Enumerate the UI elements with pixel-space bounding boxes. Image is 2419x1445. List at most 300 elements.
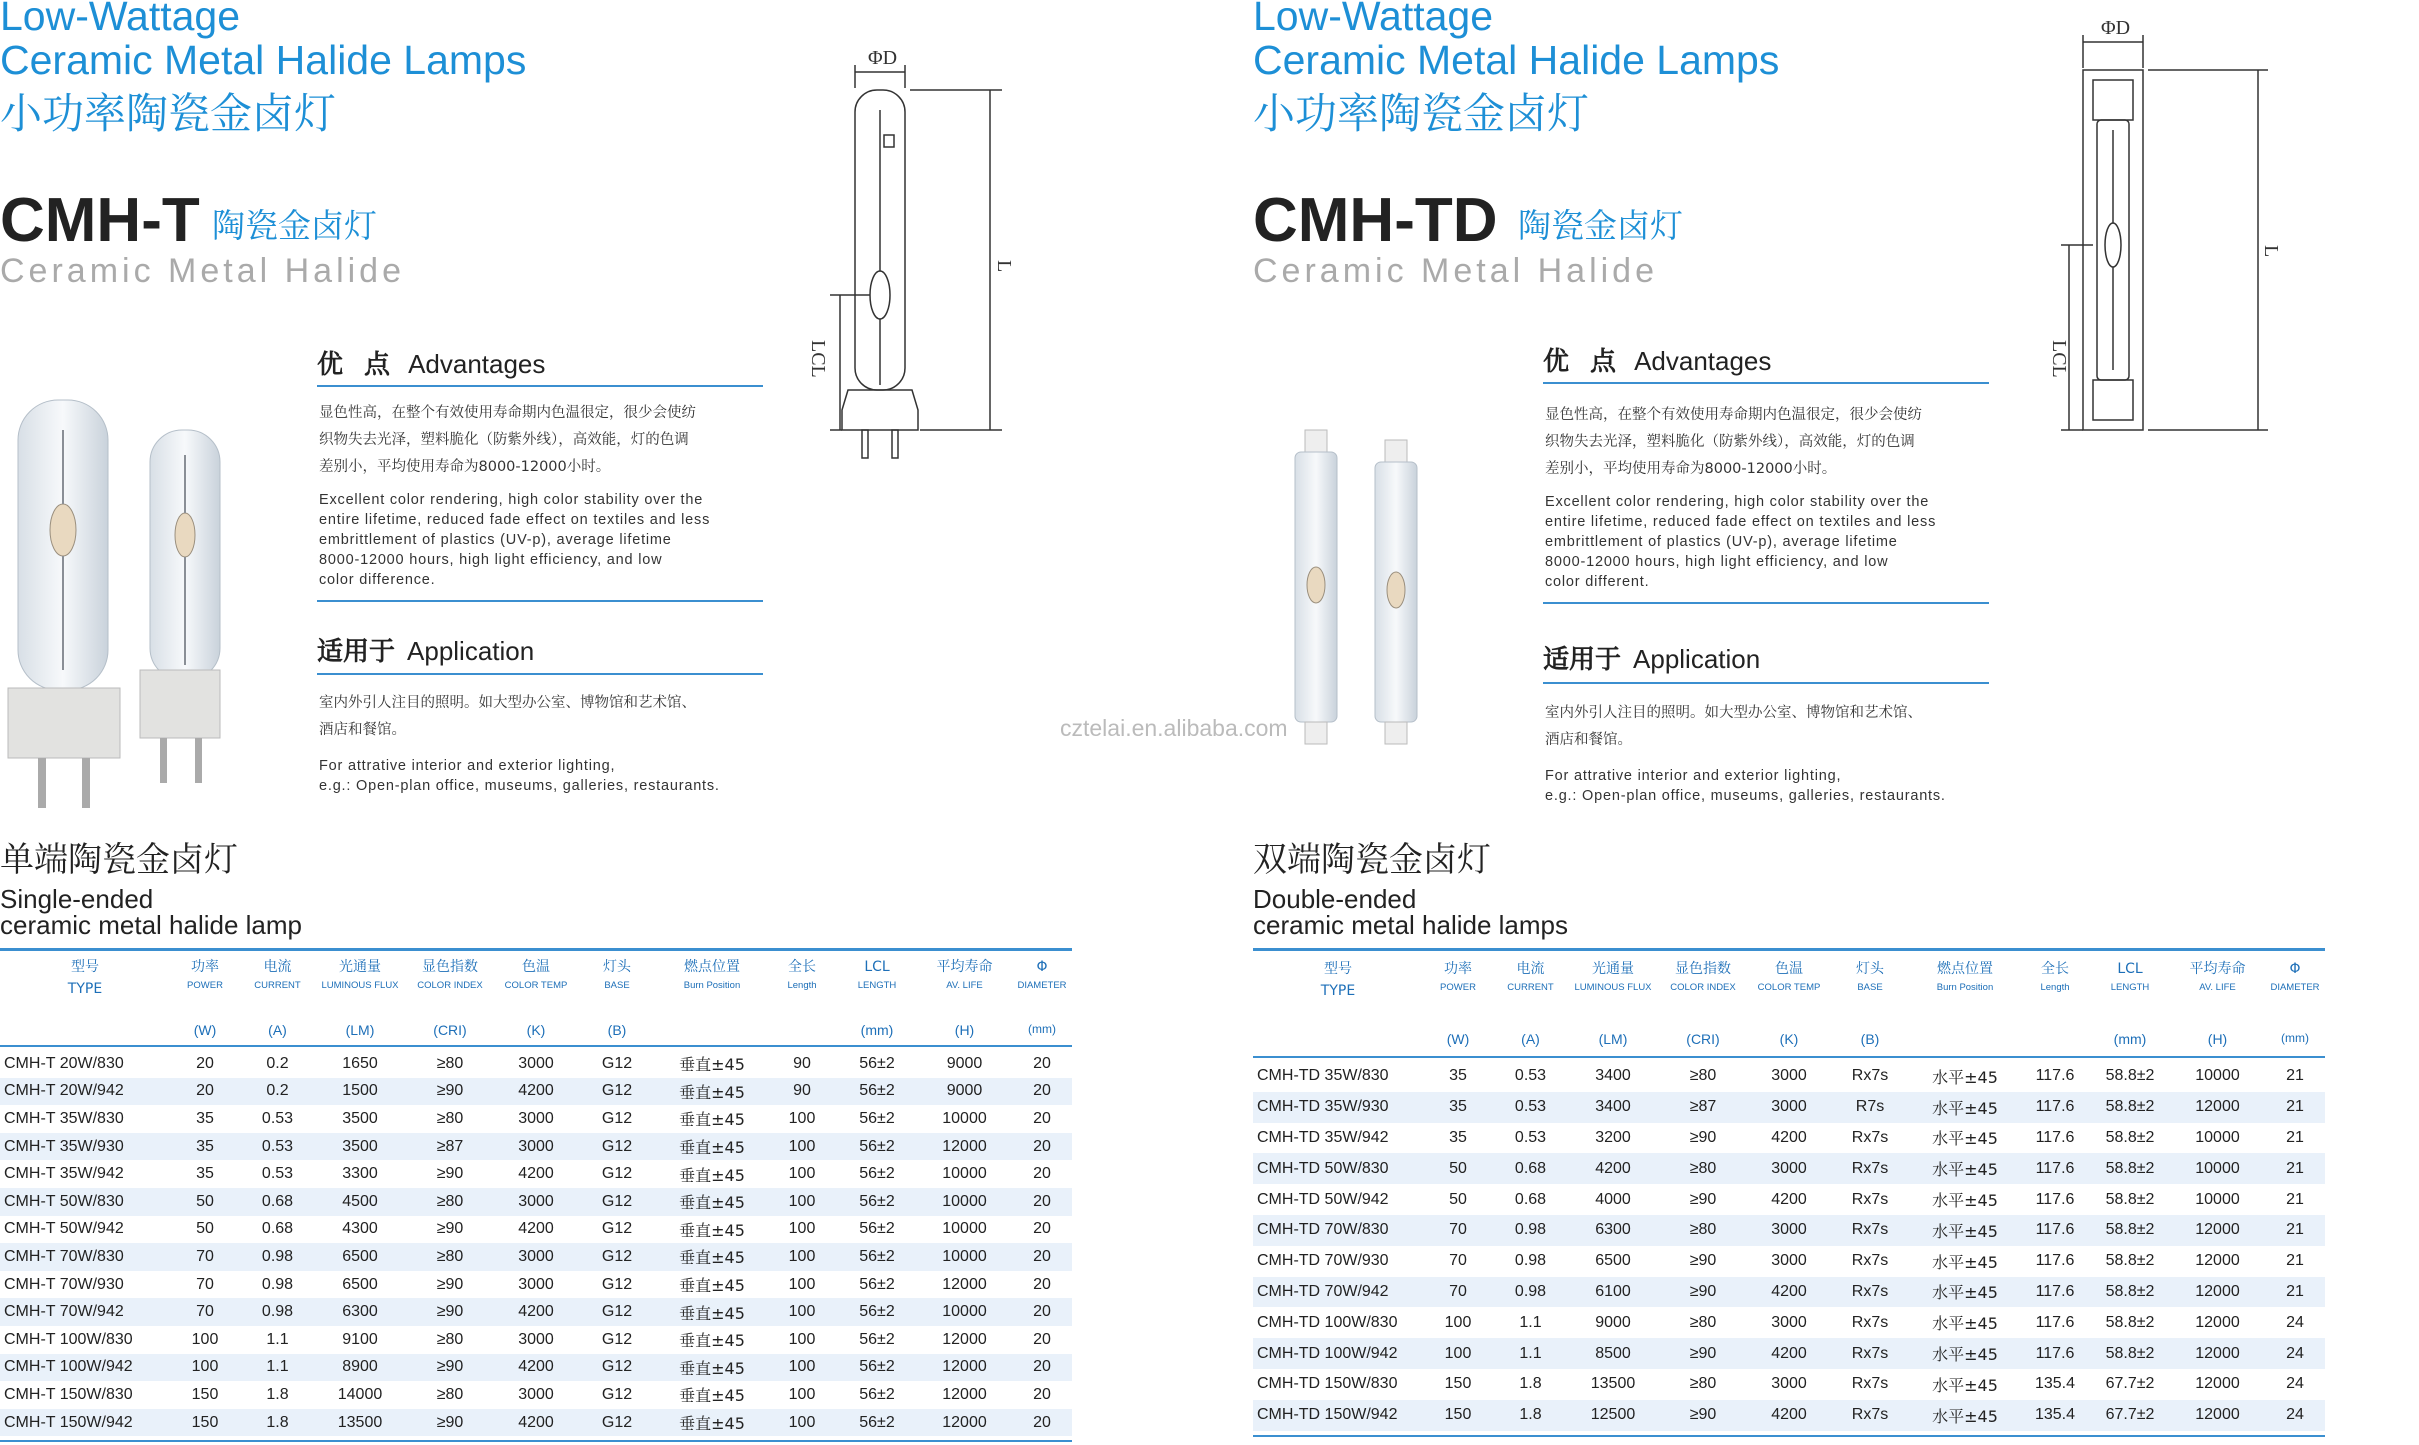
cell-current: 0.98 [1514,1252,1547,1270]
cmh-t-dimension-diagram [790,47,1020,460]
cell-color-temp: 4200 [1748,1277,1830,1308]
cell-lcl: 58.8±2 [2090,1277,2170,1308]
cmh-t-lamp-photo [0,370,220,810]
cell-diameter: 21 [2265,1092,2325,1123]
cell-type: CMH-T 70W/830 [0,1243,170,1271]
cell-flux: 8900 [315,1354,405,1382]
header-cn-label: 燃点位置 [1937,961,1993,977]
cell-length: 100 [788,1275,816,1293]
header-unit-current: (A) [268,1022,287,1038]
header-en-label: TYPE [1320,983,1356,999]
cell-length: 100 [767,1133,837,1161]
cell-cri: ≥80 [436,1385,464,1403]
cell-burn-position: 垂直±45 [657,1188,767,1216]
cell-burn-position: 垂直±45 [657,1298,767,1326]
cell-power: 70 [1449,1252,1467,1270]
cell-diameter: 20 [1033,1330,1051,1348]
cell-power: 150 [1444,1375,1472,1393]
application-cn-text [1545,700,2005,754]
application-divider [1543,682,1989,684]
cell-length: 117.6 [2020,1153,2090,1184]
cell-burn-position: 垂直±45 [679,1110,745,1130]
cell-life: 10000 [942,1109,987,1127]
table-row [1253,1338,2325,1369]
cell-current: 0.98 [240,1298,315,1326]
cell-life: 9000 [917,1078,1012,1106]
cell-lcl: 58.8±2 [2090,1338,2170,1369]
cell-power: 20 [196,1054,214,1072]
advantages-en-line: color difference. [319,572,436,588]
cell-life: 12000 [2170,1215,2265,1246]
table-header-rule [0,1045,1072,1047]
cell-length: 100 [788,1385,816,1403]
header-en-label: DIAMETER [2270,982,2320,993]
cell-type: CMH-T 20W/830 [4,1054,124,1072]
cell-power: 100 [191,1330,219,1348]
header-en-label: COLOR TEMP [1757,982,1821,993]
cell-base: G12 [577,1409,657,1437]
cell-flux: 4300 [342,1220,378,1238]
advantages-cn-line: 织物失去光泽，塑料脆化（防紫外线），高效能，灯的色调 [1545,434,1915,450]
header-unit-color-temp: (K) [1779,1031,1799,1047]
cell-current: 1.1 [1493,1338,1568,1369]
header-en-label: LUMINOUS FLUX [1574,982,1652,993]
header-unit-flux: (LM) [1598,1031,1628,1047]
cell-color-temp: 3000 [1771,1313,1807,1331]
header-life [917,958,1012,991]
header-unit-life: (H) [954,1022,975,1038]
cell-lcl: 67.7±2 [2105,1375,2155,1393]
cell-cri: ≥90 [436,1220,464,1238]
table-row [1253,1092,2325,1123]
cell-color-temp: 3000 [1748,1215,1830,1246]
cell-power: 35 [170,1133,240,1161]
application-en-line: e.g.: Open-plan office, museums, galleries, restaurants. [319,778,720,794]
cell-flux: 1650 [342,1054,378,1072]
advantages-divider [317,385,763,387]
table-row [0,1409,1072,1437]
header-burn-position [657,958,767,991]
cell-cri: ≥80 [436,1330,464,1348]
cell-power: 35 [1449,1128,1467,1146]
header-cn-label: 灯头 [1856,961,1884,977]
cell-color-temp: 3000 [495,1133,577,1161]
header-unit-color-temp: (K) [526,1022,546,1038]
cell-current: 1.1 [240,1354,315,1382]
advantages-heading-cn: 优 点 [317,350,397,380]
cell-lcl: 56±2 [837,1409,917,1437]
table-row [1253,1184,2325,1215]
cell-length: 90 [767,1078,837,1106]
cell-lcl: 58.8±2 [2105,1313,2155,1331]
cell-length: 117.6 [2035,1067,2075,1085]
cell-life: 12000 [2195,1252,2240,1270]
cell-flux: 3400 [1568,1092,1658,1123]
cell-length: 117.6 [2035,1190,2075,1208]
cell-base: G12 [601,1385,633,1403]
cell-current: 0.68 [1493,1153,1568,1184]
table-row [1253,1123,2325,1154]
cell-flux: 6100 [1568,1277,1658,1308]
model-cn: 陶瓷金卤灯 [212,206,377,245]
cell-lcl: 58.8±2 [2105,1252,2155,1270]
model-cn: 陶瓷金卤灯 [1518,206,1683,245]
lcl-label: LCL [2048,340,2070,378]
application-heading [1543,643,1760,676]
cell-burn-position: 水平±45 [1932,1314,1998,1334]
cell-power: 20 [170,1078,240,1106]
application-en-line: For attrative interior and exterior lighting, [319,758,616,774]
cell-burn-position: 垂直±45 [657,1354,767,1382]
cell-base: G12 [601,1054,633,1072]
application-cn-line: 室内外引人注目的照明。如大型办公室、博物馆和艺术馆、 [1545,705,1922,721]
application-heading-en: Application [407,636,535,666]
cell-base: Rx7s [1851,1190,1889,1208]
cell-current: 0.98 [261,1275,294,1293]
cell-cri: ≥80 [1658,1215,1748,1246]
header-length [2020,960,2090,993]
cell-type: CMH-TD 35W/830 [1257,1067,1389,1085]
application-heading-cn: 适用于 [317,637,396,667]
table-row [1253,1215,2325,1246]
cell-diameter: 20 [1033,1054,1051,1072]
cell-cri: ≥90 [1689,1190,1717,1208]
cell-type: CMH-T 35W/930 [0,1133,170,1161]
advantages-heading-en: Advantages [1634,346,1772,376]
cell-current: 0.98 [240,1243,315,1271]
cell-base: Rx7s [1851,1252,1889,1270]
cell-burn-position: 水平±45 [1932,1375,1998,1395]
table-bottom-rule [1253,1435,2325,1437]
header-current [240,958,315,991]
cell-cri: ≥80 [436,1109,464,1127]
cell-burn-position: 垂直±45 [679,1386,745,1406]
header-cn-label: 全长 [788,959,816,975]
header-cn-label: 光通量 [339,959,381,975]
cell-current: 0.2 [240,1078,315,1106]
cell-length: 100 [788,1165,816,1183]
advantages-bottom-divider [1543,602,1989,604]
cell-type: CMH-T 100W/830 [4,1330,133,1348]
header-cn-label: Φ [2289,961,2301,977]
cell-cri: ≥87 [405,1133,495,1161]
cell-power: 100 [1423,1338,1493,1369]
header-cn-label: 电流 [1516,961,1545,977]
table-bottom-rule [0,1440,1072,1442]
cell-power: 150 [1423,1400,1493,1431]
table-row [1253,1369,2325,1400]
cell-diameter: 20 [1033,1220,1051,1238]
cell-base: G12 [577,1243,657,1271]
application-divider [317,673,763,675]
cell-power: 50 [170,1188,240,1216]
cell-current: 1.8 [266,1385,289,1403]
cmh-td-dimension-diagram [2048,17,2313,450]
title-line2: Ceramic Metal Halide Lamps [0,37,527,83]
header-cn-label: 功率 [191,959,219,975]
header-cn-label: 功率 [1444,961,1472,977]
application-cn-line: 酒店和餐馆。 [319,722,406,738]
header-cn-label: 色温 [522,959,550,975]
advantages-en-line: embrittlement of plastics (UV-p), average lifetime [1545,534,1898,550]
cell-lcl: 56±2 [837,1078,917,1106]
cell-diameter: 20 [1033,1385,1051,1403]
cell-lcl: 56±2 [859,1385,895,1403]
diameter-label: ΦD [2101,17,2131,39]
cell-lcl: 58.8±2 [2105,1128,2155,1146]
cell-color-temp: 4200 [495,1078,577,1106]
cell-length: 100 [767,1354,837,1382]
header-cn-label: 燃点位置 [684,959,740,975]
cell-life: 12000 [2195,1375,2240,1393]
cell-type: CMH-TD 100W/830 [1257,1313,1398,1331]
left-page [0,0,1166,1445]
cell-flux: 8500 [1568,1338,1658,1369]
cell-length: 135.4 [2034,1375,2076,1393]
header-en-label: TYPE [67,981,103,997]
header-unit-cri: (CRI) [433,1022,467,1038]
cell-life: 10000 [917,1188,1012,1216]
table-top-rule [0,948,1072,951]
header-cn-label: 显色指数 [422,959,478,975]
header-en-label: CURRENT [254,980,301,991]
cell-flux: 9100 [342,1330,378,1348]
cell-power: 50 [1449,1190,1467,1208]
cell-current: 1.8 [1493,1400,1568,1431]
cell-cri: ≥80 [1689,1067,1717,1085]
title-line2: Ceramic Metal Halide Lamps [1253,37,1780,83]
header-color-temp [1748,960,1830,993]
application-en-line: For attrative interior and exterior lighting, [1545,768,1842,784]
cell-cri: ≥80 [405,1188,495,1216]
cell-flux: 9000 [1595,1313,1631,1331]
cell-color-temp: 4200 [495,1409,577,1437]
title-line1: Low-Wattage [0,0,241,39]
cell-diameter: 21 [2286,1252,2304,1270]
cell-flux: 3500 [315,1133,405,1161]
cell-type: CMH-TD 150W/942 [1253,1400,1423,1431]
application-en-line: e.g.: Open-plan office, museums, galleries, restaurants. [1545,788,1946,804]
table-title-en2: ceramic metal halide lamp [0,910,303,940]
cell-length: 117.6 [2020,1338,2090,1369]
cell-type: CMH-T 35W/830 [4,1109,124,1127]
cell-power: 50 [1423,1153,1493,1184]
cell-cri: ≥90 [405,1078,495,1106]
advantages-en-line: color different. [1545,574,1650,590]
cell-current: 0.53 [1514,1067,1547,1085]
cell-burn-position: 水平±45 [1910,1277,2020,1308]
cell-diameter: 20 [1033,1165,1051,1183]
table-row [0,1271,1072,1299]
cell-flux: 6500 [1595,1252,1631,1270]
cell-life: 12000 [917,1354,1012,1382]
cell-life: 10000 [917,1243,1012,1271]
advantages-en-line: embrittlement of plastics (UV-p), average lifetime [319,532,672,548]
cell-power: 35 [196,1109,214,1127]
header-unit-flux: (LM) [345,1022,375,1038]
cell-base: G12 [577,1298,657,1326]
cell-diameter: 24 [2265,1338,2325,1369]
header-type [0,958,170,998]
header-unit-diameter: (mm) [2281,1031,2309,1045]
cell-flux: 4200 [1568,1153,1658,1184]
cell-power: 70 [1423,1277,1493,1308]
advantages-divider [1543,382,1989,384]
cell-type: CMH-T 150W/942 [0,1409,170,1437]
cell-color-temp: 4200 [518,1165,554,1183]
cell-cri: ≥90 [1658,1277,1748,1308]
cell-color-temp: 3000 [1771,1252,1807,1270]
header-en-label: Length [787,980,817,991]
table-row [1253,1307,2325,1338]
model-name: CMH-TD [1253,186,1498,255]
cell-diameter: 24 [2286,1375,2304,1393]
cell-burn-position: 水平±45 [1932,1252,1998,1272]
cell-diameter: 21 [2286,1128,2304,1146]
cell-cri: ≥80 [436,1054,464,1072]
cell-cri: ≥90 [1658,1338,1748,1369]
cell-base: G12 [577,1078,657,1106]
cell-burn-position: 垂直±45 [657,1133,767,1161]
cell-diameter: 20 [1012,1243,1072,1271]
cell-flux: 3300 [342,1165,378,1183]
cell-burn-position: 垂直±45 [679,1331,745,1351]
cell-lcl: 58.8±2 [2105,1190,2155,1208]
cell-base: Rx7s [1830,1215,1910,1246]
advantages-cn-line: 差别小，平均使用寿命为8000-12000小时。 [319,459,611,475]
header-cri [405,958,495,991]
cell-cri: ≥80 [1689,1375,1717,1393]
cell-current: 0.53 [261,1109,294,1127]
table-row [0,1078,1072,1106]
header-life [2170,960,2265,993]
cell-current: 0.53 [1493,1092,1568,1123]
advantages-cn-line: 织物失去光泽，塑料脆化（防紫外线），高效能，灯的色调 [319,432,689,448]
cell-color-temp: 3000 [1771,1067,1807,1085]
cell-diameter: 20 [1012,1078,1072,1106]
model-subtitle: Ceramic Metal Halide [0,252,405,290]
header-en-label: POWER [187,980,223,991]
advantages-heading [317,348,545,381]
header-cn-label: 光通量 [1592,961,1634,977]
header-unit-diameter: (mm) [1028,1022,1056,1036]
header-unit-power: (W) [1446,1031,1470,1047]
advantages-en-line: entire lifetime, reduced fade effect on textiles and less [1545,514,1937,530]
header-diameter [2265,960,2325,993]
cell-diameter: 21 [2265,1277,2325,1308]
table-row [0,1354,1072,1382]
table-row [0,1133,1072,1161]
header-unit-life: (H) [2207,1031,2228,1047]
cell-type: CMH-T 50W/830 [0,1188,170,1216]
header-unit-cri: (CRI) [1686,1031,1720,1047]
title-cn: 小功率陶瓷金卤灯 [1253,89,1590,138]
cell-type: CMH-TD 70W/930 [1257,1252,1389,1270]
cell-life: 12000 [2170,1277,2265,1308]
cell-diameter: 24 [2286,1313,2304,1331]
header-cn-label: 电流 [263,959,292,975]
cell-diameter: 21 [2265,1153,2325,1184]
cell-power: 70 [170,1243,240,1271]
diameter-label: ΦD [868,47,898,69]
header-cn-label: Φ [1036,959,1048,975]
advantages-en-line: entire lifetime, reduced fade effect on textiles and less [319,512,711,528]
cell-color-temp: 4200 [495,1298,577,1326]
table-row [0,1243,1072,1271]
advantages-en-line: 8000-12000 hours, high light efficiency, and low [319,552,663,568]
cell-flux: 13500 [1590,1375,1636,1393]
cell-diameter: 21 [2286,1067,2304,1085]
cell-color-temp: 4200 [1771,1128,1807,1146]
cell-length: 100 [767,1298,837,1326]
header-en-label: COLOR INDEX [1670,982,1736,993]
cell-base: G12 [601,1275,633,1293]
table-title-cn: 单端陶瓷金卤灯 [0,840,238,880]
cell-current: 0.68 [1514,1190,1547,1208]
cell-color-temp: 4200 [1748,1400,1830,1431]
cell-base: G12 [601,1109,633,1127]
cell-lcl: 67.7±2 [2090,1400,2170,1431]
header-en-label: AV. LIFE [2199,982,2236,993]
cell-flux: 14000 [337,1385,383,1403]
header-color-temp [495,958,577,991]
cell-current: 1.1 [266,1330,289,1348]
table-row [1253,1061,2325,1092]
cell-lcl: 56±2 [837,1298,917,1326]
cell-length: 100 [767,1409,837,1437]
cell-length: 117.6 [2020,1277,2090,1308]
cell-life: 12000 [2170,1400,2265,1431]
header-burn-position [1910,960,2020,993]
cell-burn-position: 水平±45 [1932,1191,1998,1211]
cell-life: 12000 [917,1133,1012,1161]
header-power [1423,960,1493,993]
header-en-label: LENGTH [2110,982,2150,993]
header-cn-label: 灯头 [603,959,631,975]
cell-life: 10000 [2170,1153,2265,1184]
table-row [0,1326,1072,1354]
cell-life: 10000 [2195,1190,2240,1208]
cell-type: CMH-T 150W/830 [4,1385,133,1403]
cell-lcl: 56±2 [837,1354,917,1382]
cell-life: 12000 [2170,1338,2265,1369]
application-heading-cn: 适用于 [1543,645,1622,675]
cell-color-temp: 3000 [1771,1375,1807,1393]
application-heading-en: Application [1633,644,1761,674]
cell-lcl: 58.8±2 [2105,1067,2155,1085]
header-lcl [837,958,917,991]
table-title-en2: ceramic metal halide lamps [1253,910,1569,940]
cell-life: 12000 [917,1409,1012,1437]
cell-lcl: 56±2 [859,1109,895,1127]
cell-power: 70 [170,1298,240,1326]
advantages-en-line: 8000-12000 hours, high light efficiency, and low [1545,554,1889,570]
length-label: L [2260,245,2282,258]
cell-type: CMH-T 50W/942 [4,1220,124,1238]
cell-length: 100 [788,1109,816,1127]
title-line1: Low-Wattage [1253,0,1494,39]
cell-power: 150 [170,1409,240,1437]
cell-burn-position: 垂直±45 [657,1243,767,1271]
cell-color-temp: 3000 [495,1188,577,1216]
header-cn-label: 型号 [1324,961,1352,977]
application-en-text [319,756,779,796]
header-base [1830,960,1910,993]
cell-power: 70 [1423,1215,1493,1246]
cell-life: 12000 [2170,1092,2265,1123]
cell-flux: 4000 [1595,1190,1631,1208]
cell-cri: ≥90 [436,1275,464,1293]
